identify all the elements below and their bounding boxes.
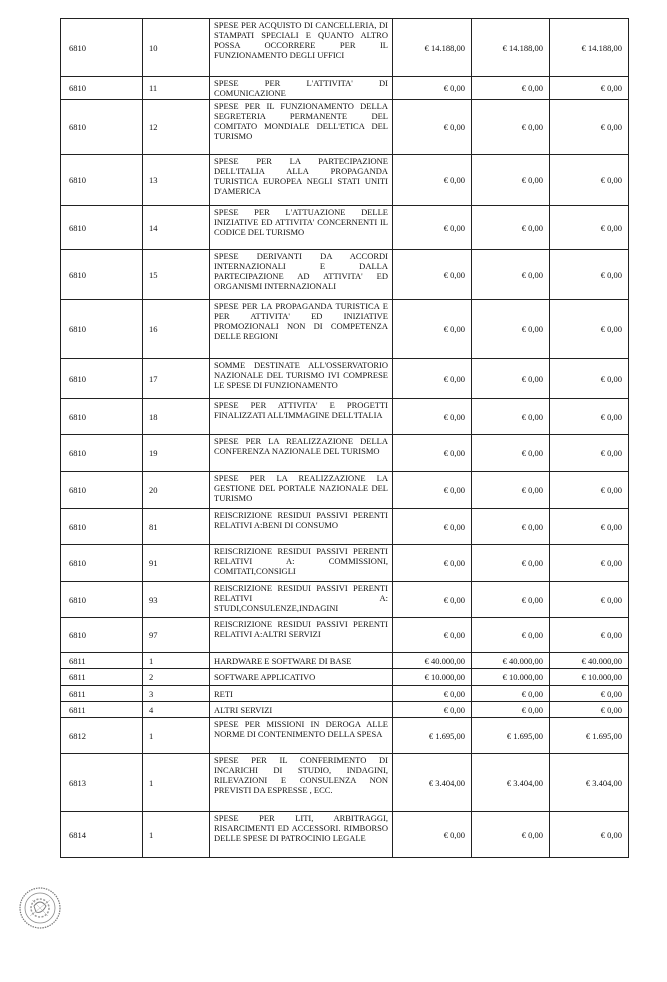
importo-1-cell: € 1.695,00 (393, 718, 472, 754)
capitolo-cell: 6811 (61, 669, 143, 686)
importo-3-cell: € 0,00 (550, 300, 629, 359)
importo-1-cell: € 0,00 (393, 250, 472, 300)
importo-3-cell: € 10.000,00 (550, 669, 629, 686)
official-seal-icon (18, 886, 62, 930)
importo-3-cell: € 1.695,00 (550, 718, 629, 754)
importo-2-cell: € 0,00 (472, 77, 550, 100)
capitolo-cell: 6810 (61, 509, 143, 545)
articolo-cell: 2 (143, 669, 210, 686)
capitolo-cell: 6810 (61, 77, 143, 100)
articolo-cell: 17 (143, 359, 210, 399)
importo-3-cell: € 40.000,00 (550, 653, 629, 669)
descrizione-cell: SOFTWARE APPLICATIVO (210, 669, 393, 686)
importo-1-cell: € 0,00 (393, 472, 472, 509)
articolo-cell: 81 (143, 509, 210, 545)
importo-2-cell: € 0,00 (472, 812, 550, 858)
importo-3-cell: € 0,00 (550, 472, 629, 509)
importo-2-cell: € 0,00 (472, 545, 550, 582)
importo-3-cell: € 0,00 (550, 250, 629, 300)
articolo-cell: 15 (143, 250, 210, 300)
importo-1-cell: € 0,00 (393, 686, 472, 702)
importo-3-cell: € 0,00 (550, 359, 629, 399)
importo-1-cell: € 3.404,00 (393, 754, 472, 812)
articolo-cell: 18 (143, 399, 210, 435)
descrizione-cell: ALTRI SERVIZI (210, 702, 393, 718)
importo-2-cell: € 0,00 (472, 702, 550, 718)
descrizione-cell: REISCRIZIONE RESIDUI PASSIVI PERENTI RELATIVI A:ALTRI SERVIZI (210, 618, 393, 653)
descrizione-cell: SPESE DERIVANTI DA ACCORDI INTERNAZIONALI E DALLA PARTECIPAZIONE AD ATTIVITA' ED ORGANISMI INTERNAZIONALI (210, 250, 393, 300)
capitolo-cell: 6810 (61, 155, 143, 206)
budget-ledger-table (60, 18, 629, 858)
importo-1-cell: € 0,00 (393, 399, 472, 435)
importo-3-cell: € 0,00 (550, 206, 629, 250)
importo-3-cell: € 0,00 (550, 582, 629, 618)
descrizione-cell: SPESE PER LA PROPAGANDA TURISTICA E PER ATTIVITA' ED INIZIATIVE PROMOZIONALI NON DI COMPETENZA DELLE REGIONI (210, 300, 393, 359)
importo-3-cell: € 14.188,00 (550, 19, 629, 77)
importo-1-cell: € 0,00 (393, 618, 472, 653)
importo-1-cell: € 0,00 (393, 812, 472, 858)
importo-1-cell: € 0,00 (393, 300, 472, 359)
descrizione-cell: SPESE PER IL CONFERIMENTO DI INCARICHI DI STUDIO, INDAGINI, RILEVAZIONI E CONSULENZA NON PREVISTI DA ESPRESSE , ECC. (210, 754, 393, 812)
table-row (61, 206, 629, 250)
capitolo-cell: 6811 (61, 653, 143, 669)
importo-2-cell: € 0,00 (472, 686, 550, 702)
table-row (61, 812, 629, 858)
articolo-cell: 20 (143, 472, 210, 509)
descrizione-cell: SPESE PER IL FUNZIONAMENTO DELLA SEGRETERIA PERMANENTE DEL COMITATO MONDIALE DELL'ETICA DEL TURISMO (210, 100, 393, 155)
articolo-cell: 97 (143, 618, 210, 653)
importo-3-cell: € 0,00 (550, 509, 629, 545)
importo-1-cell: € 0,00 (393, 155, 472, 206)
descrizione-cell: SPESE PER ATTIVITA' E PROGETTI FINALIZZATI ALL'IMMAGINE DELL'ITALIA (210, 399, 393, 435)
importo-3-cell: € 0,00 (550, 399, 629, 435)
capitolo-cell: 6813 (61, 754, 143, 812)
importo-2-cell: € 0,00 (472, 300, 550, 359)
importo-3-cell: € 0,00 (550, 618, 629, 653)
importo-1-cell: € 0,00 (393, 545, 472, 582)
capitolo-cell: 6810 (61, 545, 143, 582)
importo-2-cell: € 0,00 (472, 399, 550, 435)
table-row (61, 155, 629, 206)
importo-1-cell: € 0,00 (393, 206, 472, 250)
table-row (61, 250, 629, 300)
importo-2-cell: € 0,00 (472, 582, 550, 618)
table-row (61, 300, 629, 359)
importo-2-cell: € 0,00 (472, 472, 550, 509)
capitolo-cell: 6810 (61, 399, 143, 435)
articolo-cell: 4 (143, 702, 210, 718)
descrizione-cell: SPESE PER LITI, ARBITRAGGI, RISARCIMENTI ED ACCESSORI. RIMBORSO DELLE SPESE DI PATROCINIO LEGALE (210, 812, 393, 858)
capitolo-cell: 6810 (61, 300, 143, 359)
table-row (61, 77, 629, 100)
importo-2-cell: € 40.000,00 (472, 653, 550, 669)
table-row (61, 754, 629, 812)
articolo-cell: 11 (143, 77, 210, 100)
importo-1-cell: € 0,00 (393, 702, 472, 718)
articolo-cell: 10 (143, 19, 210, 77)
importo-1-cell: € 0,00 (393, 582, 472, 618)
importo-3-cell: € 0,00 (550, 100, 629, 155)
importo-2-cell: € 0,00 (472, 359, 550, 399)
capitolo-cell: 6810 (61, 618, 143, 653)
importo-1-cell: € 14.188,00 (393, 19, 472, 77)
descrizione-cell: SOMME DESTINATE ALL'OSSERVATORIO NAZIONALE DEL TURISMO IVI COMPRESE LE SPESE DI FUNZIONAMENTO (210, 359, 393, 399)
importo-1-cell: € 0,00 (393, 509, 472, 545)
importo-2-cell: € 0,00 (472, 206, 550, 250)
importo-2-cell: € 14.188,00 (472, 19, 550, 77)
articolo-cell: 93 (143, 582, 210, 618)
table-row (61, 435, 629, 472)
articolo-cell: 1 (143, 754, 210, 812)
importo-2-cell: € 0,00 (472, 618, 550, 653)
descrizione-cell: SPESE PER ACQUISTO DI CANCELLERIA, DI STAMPATI SPECIALI E QUANTO ALTRO POSSA OCCORRERE PER IL FUNZIONAMENTO DEGLI UFFICI (210, 19, 393, 77)
capitolo-cell: 6810 (61, 359, 143, 399)
table-row (61, 472, 629, 509)
descrizione-cell: REISCRIZIONE RESIDUI PASSIVI PERENTI RELATIVI A: STUDI,CONSULENZE,INDAGINI (210, 582, 393, 618)
capitolo-cell: 6810 (61, 206, 143, 250)
importo-2-cell: € 10.000,00 (472, 669, 550, 686)
table-row (61, 669, 629, 686)
importo-3-cell: € 0,00 (550, 545, 629, 582)
capitolo-cell: 6810 (61, 19, 143, 77)
descrizione-cell: HARDWARE E SOFTWARE DI BASE (210, 653, 393, 669)
importo-1-cell: € 0,00 (393, 435, 472, 472)
capitolo-cell: 6810 (61, 582, 143, 618)
descrizione-cell: RETI (210, 686, 393, 702)
importo-3-cell: € 0,00 (550, 702, 629, 718)
capitolo-cell: 6812 (61, 718, 143, 754)
importo-2-cell: € 0,00 (472, 435, 550, 472)
descrizione-cell: SPESE PER L'ATTIVITA' DI COMUNICAZIONE (210, 77, 393, 100)
importo-2-cell: € 3.404,00 (472, 754, 550, 812)
table-row (61, 359, 629, 399)
table-row (61, 718, 629, 754)
table-row (61, 545, 629, 582)
descrizione-cell: SPESE PER L'ATTUAZIONE DELLE INIZIATIVE ED ATTIVITA' CONCERNENTI IL CODICE DEL TURISMO (210, 206, 393, 250)
importo-2-cell: € 1.695,00 (472, 718, 550, 754)
importo-3-cell: € 3.404,00 (550, 754, 629, 812)
ledger-body (61, 19, 629, 858)
descrizione-cell: REISCRIZIONE RESIDUI PASSIVI PERENTI RELATIVI A: COMMISSIONI, COMITATI,CONSIGLI (210, 545, 393, 582)
articolo-cell: 16 (143, 300, 210, 359)
capitolo-cell: 6810 (61, 435, 143, 472)
capitolo-cell: 6810 (61, 472, 143, 509)
importo-2-cell: € 0,00 (472, 509, 550, 545)
table-row (61, 686, 629, 702)
capitolo-cell: 6810 (61, 250, 143, 300)
articolo-cell: 13 (143, 155, 210, 206)
importo-1-cell: € 40.000,00 (393, 653, 472, 669)
importo-1-cell: € 10.000,00 (393, 669, 472, 686)
articolo-cell: 1 (143, 718, 210, 754)
descrizione-cell: SPESE PER LA REALIZZAZIONE LA GESTIONE DEL PORTALE NAZIONALE DEL TURISMO (210, 472, 393, 509)
articolo-cell: 14 (143, 206, 210, 250)
importo-2-cell: € 0,00 (472, 100, 550, 155)
importo-3-cell: € 0,00 (550, 435, 629, 472)
table-row (61, 399, 629, 435)
importo-1-cell: € 0,00 (393, 100, 472, 155)
capitolo-cell: 6810 (61, 100, 143, 155)
table-row (61, 19, 629, 77)
importo-3-cell: € 0,00 (550, 686, 629, 702)
capitolo-cell: 6814 (61, 812, 143, 858)
table-row (61, 702, 629, 718)
articolo-cell: 12 (143, 100, 210, 155)
articolo-cell: 1 (143, 812, 210, 858)
descrizione-cell: SPESE PER MISSIONI IN DEROGA ALLE NORME DI CONTENIMENTO DELLA SPESA (210, 718, 393, 754)
importo-2-cell: € 0,00 (472, 155, 550, 206)
importo-3-cell: € 0,00 (550, 812, 629, 858)
importo-3-cell: € 0,00 (550, 155, 629, 206)
descrizione-cell: REISCRIZIONE RESIDUI PASSIVI PERENTI RELATIVI A:BENI DI CONSUMO (210, 509, 393, 545)
table-row (61, 618, 629, 653)
table-row (61, 582, 629, 618)
articolo-cell: 1 (143, 653, 210, 669)
table-row (61, 100, 629, 155)
importo-2-cell: € 0,00 (472, 250, 550, 300)
articolo-cell: 19 (143, 435, 210, 472)
table-row (61, 509, 629, 545)
importo-3-cell: € 0,00 (550, 77, 629, 100)
descrizione-cell: SPESE PER LA PARTECIPAZIONE DELL'ITALIA ALLA PROPAGANDA TURISTICA EUROPEA NEGLI STATI UNITI D'AMERICA (210, 155, 393, 206)
articolo-cell: 3 (143, 686, 210, 702)
capitolo-cell: 6811 (61, 686, 143, 702)
capitolo-cell: 6811 (61, 702, 143, 718)
articolo-cell: 91 (143, 545, 210, 582)
importo-1-cell: € 0,00 (393, 77, 472, 100)
table-row (61, 653, 629, 669)
descrizione-cell: SPESE PER LA REALIZZAZIONE DELLA CONFERENZA NAZIONALE DEL TURISMO (210, 435, 393, 472)
importo-1-cell: € 0,00 (393, 359, 472, 399)
